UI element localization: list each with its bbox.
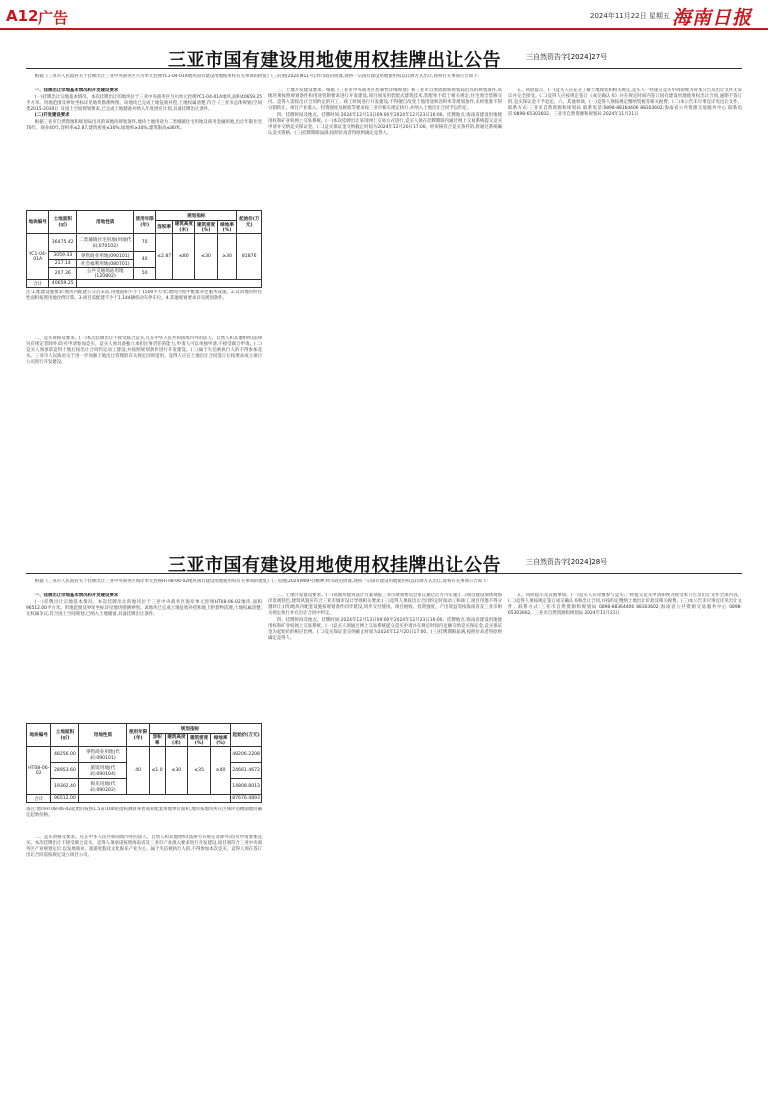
col-header: 起始价(万元) — [231, 724, 262, 747]
col-header: 地块编号 — [27, 211, 49, 234]
notice-section-block — [26, 88, 262, 213]
col-header: 建筑高度(米) — [174, 222, 193, 233]
notice-doc-number: 三自然资告字[2024]27号 — [526, 53, 608, 61]
table-row: 28953.60 旅馆用地(代码:090104) 24661.4672 — [27, 763, 262, 779]
col-header: 用地性质 — [77, 211, 134, 234]
col-header: 建筑高度(米) — [165, 734, 188, 747]
section-heading: (二)开发建设要求 — [34, 113, 70, 119]
notice-doc-number: 三自然资告字[2024]28号 — [526, 558, 608, 566]
notice-column: 三、土地开发建设要求。(一)该地块建筑设计方案须报三亚市规划委员会审议通过后方可实施;(二)项目建设须体现海岸景观特色,建筑风貌应符合三亚市城市设计导则相关要求;(三)竞得人须按出让合同约定时间动工和竣工,项目用地不得分割转让;(四)地块内配套设施按规划条件同步建设,同步交付使用。项目税收、投资强度、产出效益等按海南省及三亚市相关规定执行并在出让合同中约定。 四、挂牌时间及地点。挂牌时间:2024年12月13日09:00至2024年12月23日16:00。挂牌地点:海南省建设用地使用权和矿业权网上交易系统。(一)竞买人须通过网上交易系统提交竞买申请并在规定时间内足额交纳竞买保证金,竞买保证金为起始价的相应比例。(二)竞买保证金交纳截止时间为2024年12月20日17:00。(三)挂牌期限届满,按照价高者得原则确定竞得人。 — [268, 593, 502, 642]
title-divider — [26, 573, 742, 574]
col-header: 土地面积(㎡) — [51, 724, 79, 747]
col-header: 用地性质 — [79, 724, 127, 747]
col-header: 建筑密度(%) — [188, 734, 211, 747]
notice-section-block — [26, 593, 262, 725]
table-row-total: 合计 40659.25 — [27, 280, 262, 288]
table-row: HT08-06-02 48256.00 零售商业用地(代码:090101) 40 ≤1.0 ≤30 ≤35 ≥40 48206.2208 — [27, 747, 262, 763]
col-header: 绿地率(%) — [211, 734, 231, 747]
newspaper-masthead: 海南日报 — [672, 7, 753, 29]
col-header: 容积率 — [156, 221, 173, 234]
notice-27 — [26, 40, 742, 542]
col-header: 起始价(万元) — [237, 211, 262, 234]
notice-column: 二、竞买资格及要求。(一)本次挂牌出让不接受联合竞买,凡在中华人民共和国境内外的法人、自然人和其他组织(法律另有规定者除外)均可申请参加竞买。竞买人须具备独立承担民事责任的能力,申请人可以单独申请,不接受联合申请。(二)竞买人须承诺竞得土地后按出让合同约定动工建设,并按照规划条件进行开发建设。(三)属于失信被执行人的不得参加竞买。三亚市人民政府关于进一步加强土地出让管理的有关规定同时适用。竞得人应在土地出让合同签订后按要求成立项目公司进行开发建设。 — [26, 336, 262, 366]
col-group-header: 规划指标 — [149, 724, 230, 734]
table-row: 19302.40 娱乐用地(代码:090202) 14808.8013 — [27, 779, 262, 795]
notice-lead: 根据《三亚市人民政府关于挂牌出让三亚中央商务区月川单元控规YC1-04-01A地块国有建设用地使用权有关事项的批复》(三府函[2024]911号),经市政府批准,现将一宗国有建设用地使用权以挂牌方式出让,现将有关事项公告如下: — [34, 74, 479, 79]
table-row: 207.36 公共交通场站用地(120802) 50 — [27, 268, 262, 280]
col-header: 使用年限(年) — [127, 724, 149, 747]
col-header: 使用年限(年) — [134, 211, 156, 234]
notice-column: 五、风险提示及其他事项。(一)竞买人应审慎参与竞买,一经提交竞买申请即视为接受本公告及出让文件全部内容。(二)竞得人须按规定签订成交确认书和出让合同,并按约定缴纳土地出让价款及相关税费。(三)本公告未尽事宜详见出让文件。联系方式:三亚市自然资源和规划局 0898-88364406 88303602;海南省公共资源交易服务中心 0898-65303602。三亚市自然资源和规划局 2024年11月21日 — [508, 593, 742, 617]
notice-title: 三亚市国有建设用地使用权挂牌出让公告 — [168, 555, 501, 576]
page-category: 广告 — [38, 9, 69, 27]
page-header — [0, 0, 768, 30]
notice-column: 二、竞买资格及要求。凡在中华人民共和国境内外的法人、自然人和其他组织(法律另有规定者除外)均可申请参加竞买。本次挂牌出让不接受联合竞买。竞得人须承诺按照海南省及三亚市产业准入要求进行开发建设,项目须符合三亚中央商务区产业规划定位,以发展商业、旅游度假及文化娱乐产业为主。属于失信被执行人的,不得参加本次竞买。竞得人须在签订出让合同前按规定设立项目公司。 — [26, 835, 262, 859]
section-text: (一)挂牌出让宗地基本情况。本次挂牌出让的地块位于三亚中央商务区海岸单元控规HT08-06-02地块,面积96512.00平方米。用地范围及界址坐标详见地块勘测界图。该地块已完成土地征收补偿和地上附着物清理,土地权属清楚,无权属争议,符合国土空间规划,已纳入土地储备,具备挂牌出让条件。 — [26, 599, 262, 617]
col-header: 土地面积(㎡) — [49, 211, 77, 234]
table-note: 备注:地块HT08-06-02起始价按照1.5亩/100㎡指标测算零售商业配套用地单位面积,地块按地块所在区域评估楼面地价确定起始价格。 — [26, 807, 262, 819]
page-number: A12 — [6, 7, 39, 25]
land-parcel-table — [26, 210, 262, 288]
col-header: 容积率 — [149, 734, 165, 747]
table-row: 3059.33 零售商业用地(090101) 40 — [27, 252, 262, 260]
section-text: (一)挂牌出让宗地基本情况。本次挂牌出让的地块位于三亚中央商务区月川单元控规YC1-04-01A地块,面积40659.25平方米。用地范围及界址坐标详见地块勘测界图。该地块已完成土地征收补偿,土地权属清楚,符合《三亚市总体规划(空间类2015-2030)》及国土空间规划要求,已完成土地储备并纳入年度供应计划,具备挂牌出让条件。 — [26, 94, 262, 112]
section-text: 根据三亚市自然资源和规划局出具的该地块规划条件,地块土地用途为二类城镇住宅用地及商务金融用地,出让年限住宅70年、商业40年,容积率≤2.87,建筑密度≤30%,绿地率≥30%,建筑限高≤80米。 — [26, 119, 262, 132]
notice-column: 五、风险提示。(一)竞买人应充分了解土地现状和相关规定,竞买人一经递交竞买申请即视为对本公告及出让文件无异议并完全接受。(二)竞得人应按规定签订《成交确认书》并在规定时间内签订国有建设用地使用权出让合同,逾期不签订的,竞买保证金不予退还。六、其他事项。(一)竞得人须按规定缴纳契税等相关税费。(二)本公告未尽事宜详见出让文件。联系方式:三亚市自然资源和规划局 联系电话:0898-88364406 88303602;海南省公共资源交易服务中心 联系电话:0898-65303602。三亚市自然资源和规划局 2024年11月21日 — [508, 88, 742, 118]
col-group-header: 规划指标 — [156, 211, 237, 221]
issue-date: 2024年11月22日 星期五 — [590, 12, 670, 20]
notice-title: 三亚市国有建设用地使用权挂牌出让公告 — [168, 50, 501, 71]
section-heading: 一、挂牌出让宗地基本情况和开发建设要求 — [34, 88, 119, 93]
notice-lead: 根据《三亚市人民政府关于挂牌出让三亚中央商务区海岸单元控规HT08-06-02地块国有建设用地使用权有关事项的批复》(三府函[2024]909号)精神,经市政府批准,现将一宗国有建设用地使用权以挂牌方式出让,现将有关事项公告如下: — [34, 579, 488, 584]
col-header: 建筑密度(%) — [196, 222, 216, 233]
land-parcel-table — [26, 723, 262, 803]
table-note: 注:1.配建设施要求:地块内配建公交首末站,用地面积不小于1500平方米;地块内集中配建养老服务设施。2.其余地块经营性面积按照用地比例计算。3.项目需配建不少于1,144辆机动车停车位。4.其他规划要求详见规划条件。 — [26, 290, 262, 302]
notice-28 — [26, 545, 742, 1085]
notice-column: 三、土地开发建设要求。根据《三亚市中央商务区控制性详细规划》和三亚市自然资源和规划局出具的规划条件,该地块须按照规划条件和用途管制要求进行开发建设,项目须采用装配式建筑技术,装配率不低于相关规定;住宅须全装修交付。竞得人需按出让合同约定的开工、竣工时间进行开发建设,不得擅自改变土地用途和容积率等规划条件,未经批准不得分割转让。项目产业准入、投资强度及税收等要求按三亚市相关规定执行,并纳入土地出让合同予以约定。 四、挂牌时间及地点。挂牌时间:2024年12月13日09:00至2024年12月23日16:00。挂牌地点:海南省建设用地使用权和矿业权网上交易系统。(一)本次挂牌出让采用网上交易方式进行,竞买人须在挂牌期限内通过网上交易系统提交竞买申请并交纳竞买保证金。(二)竞买保证金交纳截止时间为2024年12月20日17:00。经审核符合竞买条件的,将通过系统确认竞买资格。(三)挂牌期限届满,按照价高者得原则确定竞得人。 — [268, 88, 502, 137]
col-header: 绿地率(%) — [217, 221, 237, 234]
table-row-total: 合计 96512.00 87676.4893 — [27, 795, 262, 803]
col-header: 地块编号 — [27, 724, 51, 747]
table-row: 217.14 社会福利用地(080701) — [27, 260, 262, 268]
title-divider — [26, 68, 742, 69]
section-heading: 一、挂牌出让宗地基本情况和开发建设要求 — [34, 593, 119, 598]
table-row: YC1-04-01A 36475.42 二类城镇住宅用地(用地代码:070102) 70 ≤2.87 ≤80 ≤30 ≥30 81876 — [27, 234, 262, 252]
